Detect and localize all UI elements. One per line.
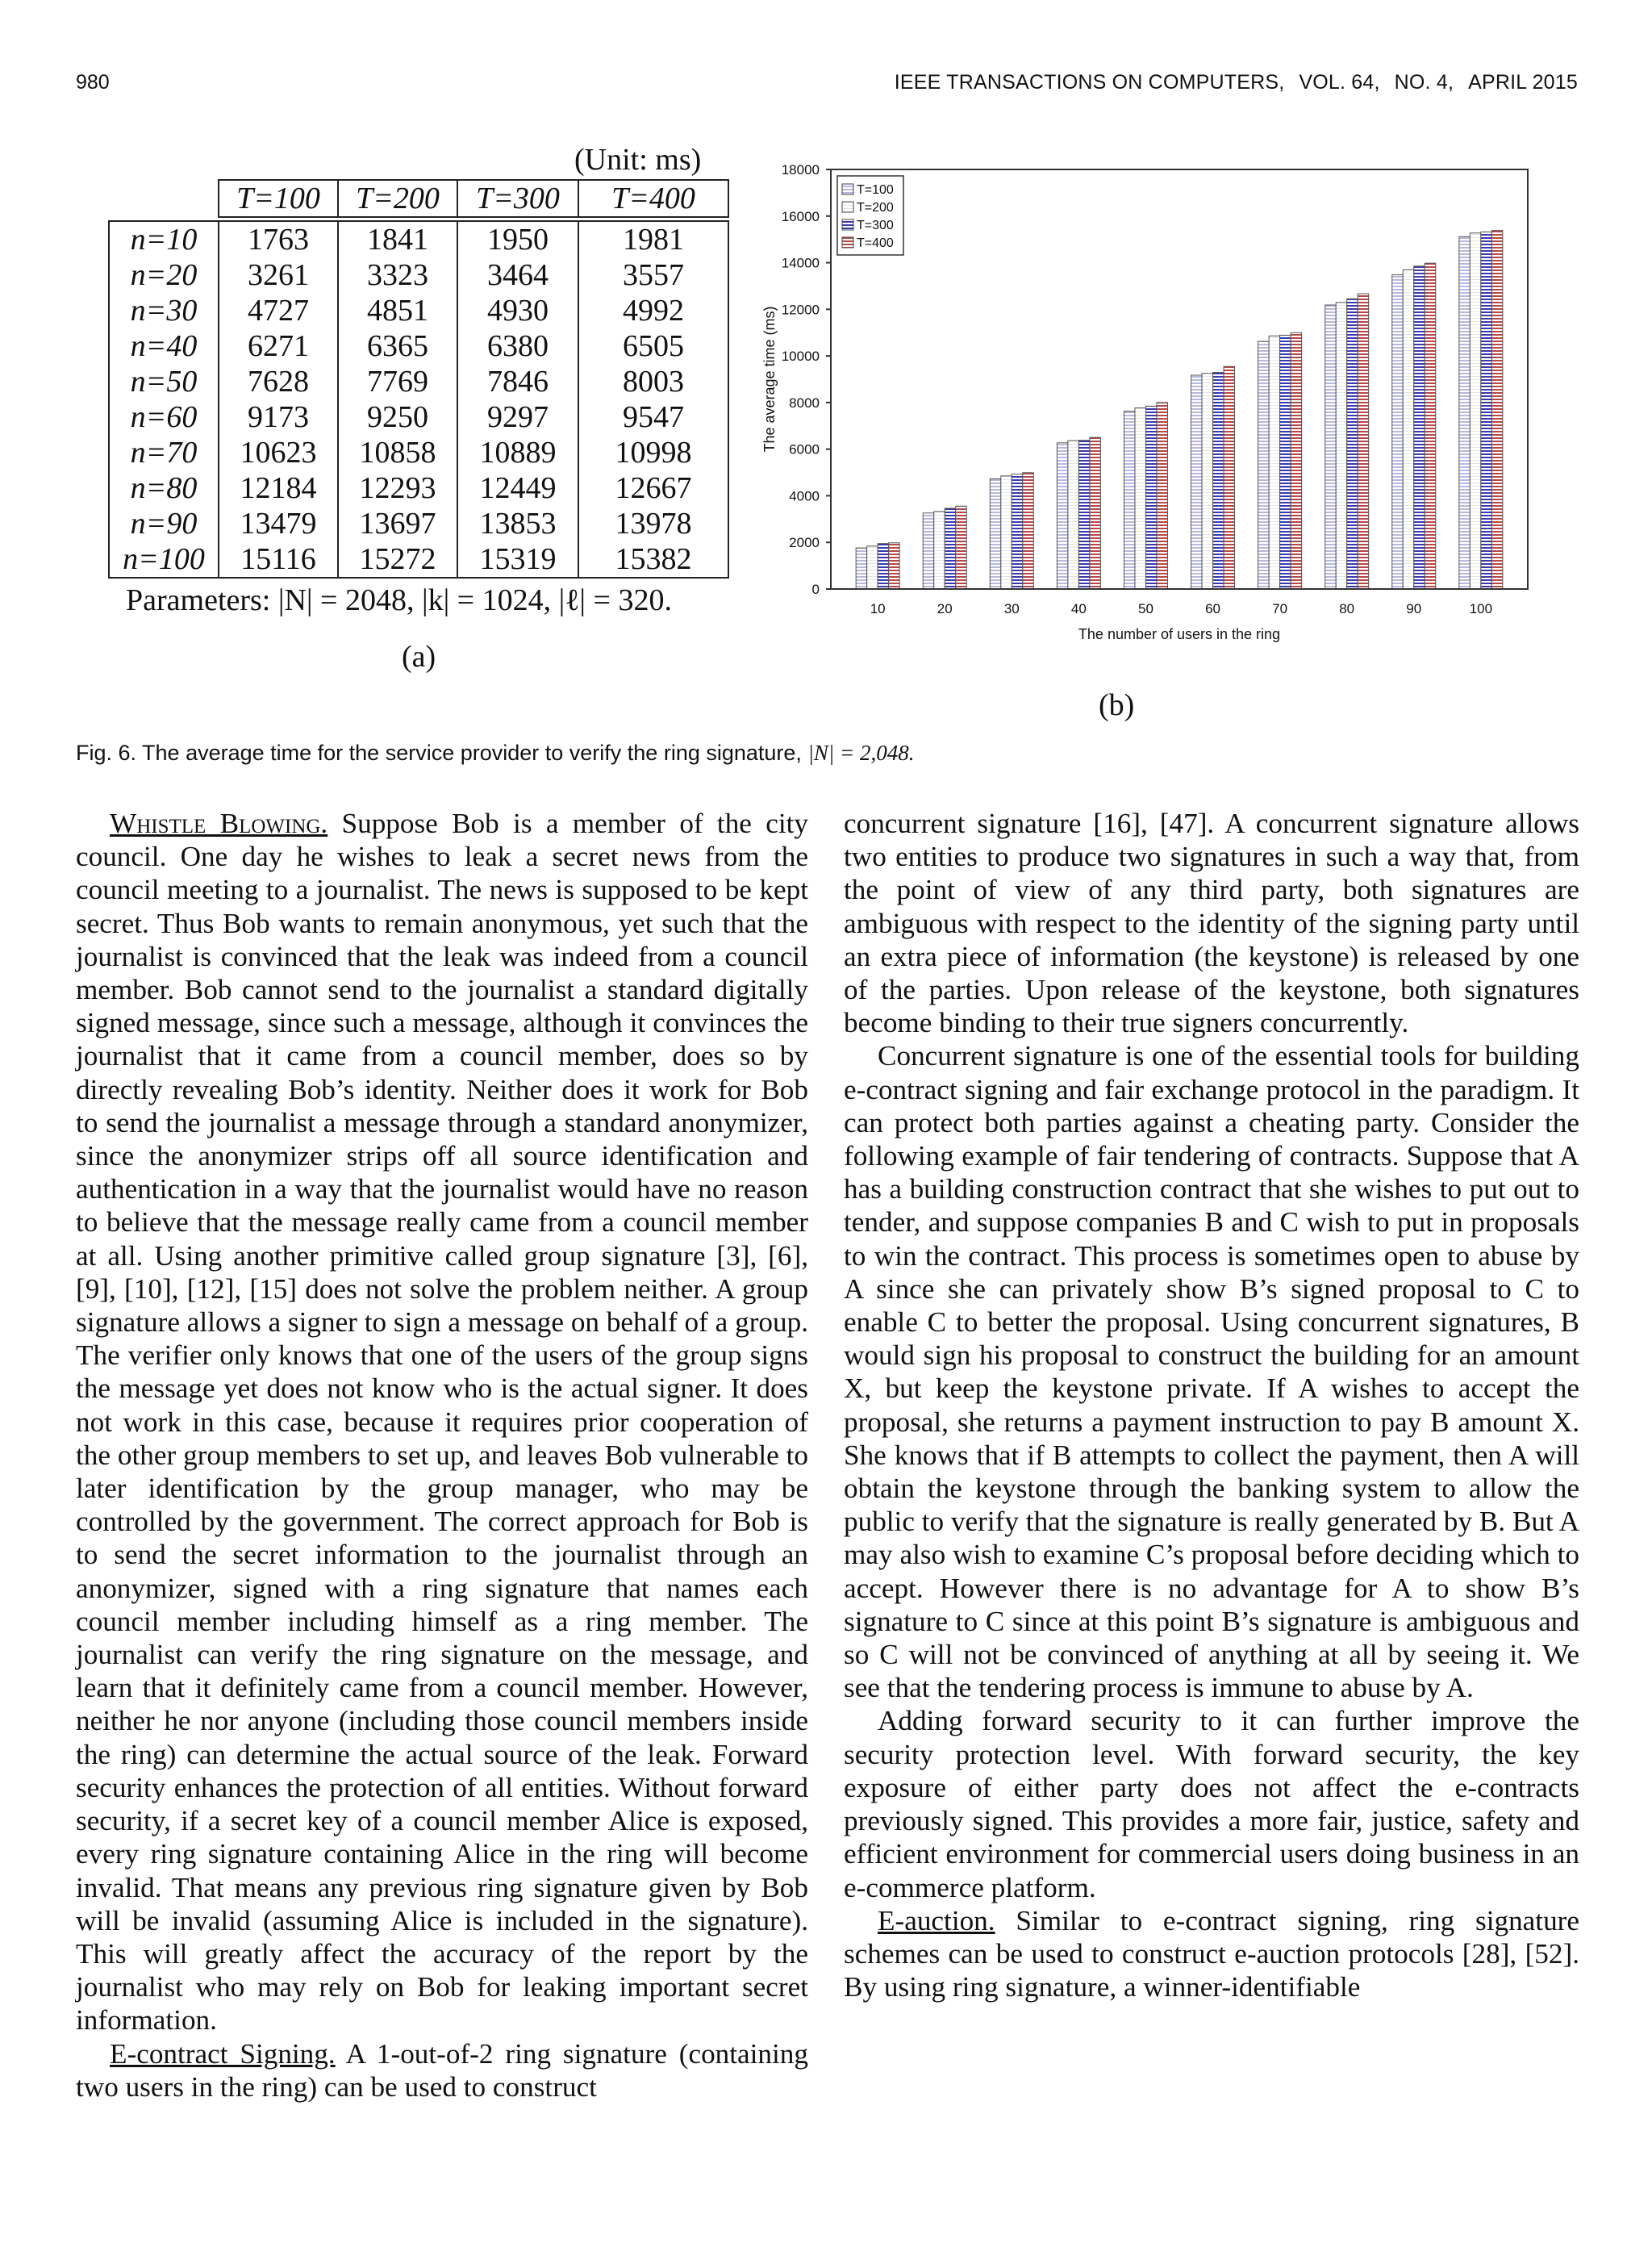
bar-t400-n10 bbox=[889, 543, 900, 589]
table-cell: 3323 bbox=[338, 257, 457, 293]
table-row bbox=[109, 364, 728, 399]
table-row-header: n=100 bbox=[109, 541, 219, 578]
paragraph-text: Suppose Bob is a member of the city council. One day he wishes to leak a secret news from the council meeting to a journalist. The news is supposed to be kept secret. Thus Bob wants to remain anonymous, yet such that the journalist is convinced that the leak was indeed from a council member. Bob cannot send to the journalist a standard digitally signed message, since such a message, although it convinces the journalist that it came from a council member, does so by directly revealing Bob’s identity. Neither does it work for Bob to send the journalist a message through a standard anonymizer, since the anonymizer strips off all source identification and authentication in a way that the journalist would have no reason to believe that the message really came from a council member at all. Using another primitive called group signature [3], [6], [9], [10], [12], [15] does not solve the problem neither. A group signature allows a signer to sign a message on behalf of a group. The verifier only knows that one of the users of the group signs the message yet does not know who is the actual signer. It does not work in this case, because it requires prior cooperation of the other group members to set up, and leaves Bob vulnerable to later identification by the group manager, who may be controlled by the government. The correct approach for Bob is to send the secret information to the journalist through an anonymizer, signed with a ring signature that names each council member including himself as a ring member. The journalist can verify the ring signature on the message, and learn that it definitely came from a council member. However, neither he nor anyone (including those council members inside the ring) can determine the actual source of the leak. Forward security enhances the protection of all entities. Without forward security, if a secret key of a council member Alice is exposed, every ring signature containing Alice in the ring will become invalid. That means any previous ring signature given by Bob will be invalid (assuming Alice is included in the signature). This will greatly affect the accuracy of the report by the journalist who may rely on Bob for leaking important secret information. bbox=[76, 808, 808, 2037]
journal-volume: VOL. 64, bbox=[1299, 71, 1380, 94]
running-header bbox=[76, 71, 1578, 103]
legend-label: T=300 bbox=[857, 219, 894, 232]
table-cell: 1981 bbox=[578, 221, 728, 257]
table-cell: 4727 bbox=[219, 293, 338, 328]
bar-t100-n60 bbox=[1191, 375, 1203, 589]
table-cell: 4992 bbox=[578, 293, 728, 328]
table-row-header: n=60 bbox=[109, 399, 219, 435]
y-tick-label: 6000 bbox=[789, 441, 820, 457]
legend-label: T=400 bbox=[857, 236, 894, 250]
bar-t400-n20 bbox=[956, 506, 967, 589]
bar-t400-n90 bbox=[1425, 263, 1436, 589]
bar-t100-n90 bbox=[1392, 275, 1404, 589]
table-row-header: n=20 bbox=[109, 257, 219, 293]
table-cell: 9547 bbox=[578, 399, 728, 435]
x-tick-label: 90 bbox=[1406, 601, 1422, 616]
table-cell: 3557 bbox=[578, 257, 728, 293]
table-cell: 1950 bbox=[457, 221, 578, 257]
bar-t100-n70 bbox=[1258, 341, 1270, 589]
journal-info bbox=[895, 71, 1578, 94]
bar-t400-n60 bbox=[1224, 366, 1235, 589]
table-row bbox=[109, 328, 728, 364]
bar-chart bbox=[742, 153, 1549, 686]
legend-label: T=100 bbox=[857, 183, 894, 197]
x-axis-label: The number of users in the ring bbox=[1078, 626, 1281, 642]
table-row-header: n=10 bbox=[109, 221, 219, 257]
bar-t400-n30 bbox=[1023, 473, 1034, 589]
bar-t100-n100 bbox=[1459, 236, 1471, 589]
bar-t100-n10 bbox=[856, 548, 867, 589]
bar-t300-n80 bbox=[1347, 299, 1358, 589]
table-row bbox=[109, 435, 728, 470]
y-tick-label: 8000 bbox=[789, 395, 820, 411]
bar-t300-n30 bbox=[1012, 474, 1023, 589]
legend bbox=[837, 176, 903, 255]
table-cell: 8003 bbox=[578, 364, 728, 399]
table-row bbox=[109, 293, 728, 328]
bar-t100-n30 bbox=[990, 478, 1001, 589]
bar-t400-n100 bbox=[1491, 231, 1503, 589]
journal-number: NO. 4, bbox=[1394, 71, 1454, 94]
table-row-header: n=30 bbox=[109, 293, 219, 328]
x-tick-label: 100 bbox=[1469, 601, 1493, 616]
table-cell: 9250 bbox=[338, 399, 457, 435]
table-cell: 13479 bbox=[219, 506, 338, 541]
bar-t100-n50 bbox=[1124, 412, 1135, 589]
journal-name: IEEE TRANSACTIONS ON COMPUTERS, bbox=[894, 71, 1285, 94]
paragraph-econtract bbox=[76, 2037, 808, 2104]
table-cell: 4930 bbox=[457, 293, 578, 328]
table-cell: 10858 bbox=[338, 435, 457, 470]
table-cell: 6380 bbox=[457, 328, 578, 364]
page-number: 980 bbox=[76, 71, 110, 94]
y-tick-label: 0 bbox=[811, 582, 820, 597]
table-col-header bbox=[219, 180, 338, 217]
bar-t200-n100 bbox=[1470, 233, 1481, 589]
bar-t300-n70 bbox=[1280, 335, 1291, 589]
x-tick-label: 30 bbox=[1003, 601, 1020, 616]
bar-t300-n10 bbox=[878, 544, 889, 589]
bar-t400-n50 bbox=[1157, 403, 1168, 589]
table-cell: 4851 bbox=[338, 293, 457, 328]
y-tick-label: 2000 bbox=[789, 535, 820, 551]
paragraph-text: A 1-out-of-2 ring signature (containing two users in the ring) can be used to construct bbox=[76, 2037, 808, 2103]
table-row bbox=[109, 470, 728, 506]
table-cell: 13697 bbox=[338, 506, 457, 541]
table-row-header: n=70 bbox=[109, 435, 219, 470]
table-parameters: Parameters: |N| = 2048, |k| = 1024, |ℓ| = 320. bbox=[126, 583, 672, 617]
table-cell: 12449 bbox=[457, 470, 578, 506]
y-axis bbox=[782, 162, 831, 597]
col-header-text: T=100 bbox=[236, 182, 320, 215]
bar-t200-n70 bbox=[1269, 336, 1280, 589]
table-cell: 13978 bbox=[578, 506, 728, 541]
table-row-header: n=50 bbox=[109, 364, 219, 399]
table-col-header bbox=[338, 180, 457, 217]
table-col-header bbox=[578, 180, 728, 217]
bar-t400-n70 bbox=[1291, 332, 1302, 589]
paragraph-eauction bbox=[844, 1904, 1579, 2004]
paragraph-forward-security: Adding forward security to it can further improve the security protection level. With forward security, the key exposure of either party does not affect the e-contracts previously signed. This provides a more fair, justice, safety and efficient environment for commercial users doing business in an e-commerce platform. bbox=[844, 1705, 1579, 1903]
table-cell: 12184 bbox=[219, 470, 338, 506]
table-cell: 12293 bbox=[338, 470, 457, 506]
paragraph-concurrent-signature: concurrent signature [16], [47]. A concurrent signature allows two entities to produce two signatures in such a way that, from the point of view of any third party, both signatures are ambiguous with respect to the identity of the signing party until an extra piece of information (the keystone) is released by one of the parties. Upon release of the keystone, both signatures become binding to their true signers concurrently. bbox=[844, 808, 1579, 1039]
paragraph-whistle-blowing bbox=[76, 807, 808, 2037]
table-cell: 3261 bbox=[219, 257, 338, 293]
caption-math: |N| = 2,048. bbox=[807, 741, 915, 765]
bar-t300-n20 bbox=[945, 508, 956, 589]
table-corner bbox=[109, 180, 219, 217]
legend-swatch bbox=[842, 237, 853, 248]
subfigure-label-a: (a) bbox=[402, 640, 436, 674]
bar-t300-n50 bbox=[1145, 406, 1157, 589]
table-cell: 9173 bbox=[219, 399, 338, 435]
timing-table bbox=[108, 179, 729, 579]
table-cell: 6505 bbox=[578, 328, 728, 364]
bar-t200-n60 bbox=[1202, 374, 1213, 589]
x-tick-label: 70 bbox=[1272, 601, 1288, 616]
table-unit: (Unit: ms) bbox=[574, 143, 702, 177]
bar-t200-n30 bbox=[1001, 476, 1012, 589]
col-header-text: T=200 bbox=[356, 182, 440, 215]
table-cell: 10623 bbox=[219, 435, 338, 470]
table-cell: 12667 bbox=[578, 470, 728, 506]
table-cell: 1841 bbox=[338, 221, 457, 257]
figure-caption bbox=[76, 741, 915, 766]
y-tick-label: 18000 bbox=[781, 162, 820, 178]
subfigure-label-b: (b) bbox=[1099, 688, 1135, 722]
y-tick-label: 10000 bbox=[781, 349, 820, 365]
table-body bbox=[109, 217, 728, 578]
legend-swatch bbox=[842, 219, 853, 230]
bar-t200-n90 bbox=[1403, 269, 1414, 589]
legend-label: T=200 bbox=[857, 201, 894, 215]
x-tick-label: 10 bbox=[870, 601, 886, 616]
bar-t300-n60 bbox=[1213, 372, 1224, 589]
y-tick-label: 12000 bbox=[781, 302, 820, 318]
caption-text: Fig. 6. The average time for the service provider to verify the ring signature, bbox=[76, 741, 808, 765]
bar-t100-n40 bbox=[1057, 443, 1068, 589]
table-cell: 15382 bbox=[578, 541, 728, 578]
table-row bbox=[109, 221, 728, 257]
table-cell: 9297 bbox=[457, 399, 578, 435]
section-heading: Whistle Blowing. bbox=[110, 808, 328, 839]
table-cell: 15272 bbox=[338, 541, 457, 578]
bar-t200-n80 bbox=[1336, 303, 1347, 589]
table-row bbox=[109, 541, 728, 578]
bar-t100-n20 bbox=[923, 513, 934, 589]
bar-t300-n100 bbox=[1481, 232, 1492, 589]
table-cell: 6271 bbox=[219, 328, 338, 364]
table-row-header: n=90 bbox=[109, 506, 219, 541]
x-tick-label: 60 bbox=[1205, 601, 1220, 616]
table-cell: 10998 bbox=[578, 435, 728, 470]
bar-group bbox=[856, 231, 1503, 589]
col-header-text: T=400 bbox=[611, 182, 695, 215]
section-heading: E-auction. bbox=[878, 1904, 995, 1936]
section-heading: E-contract Signing. bbox=[110, 2037, 336, 2070]
table-row bbox=[109, 257, 728, 293]
bar-t300-n90 bbox=[1414, 266, 1425, 589]
legend-swatch bbox=[842, 202, 853, 212]
bar-t400-n40 bbox=[1090, 437, 1101, 589]
table-cell: 13853 bbox=[457, 506, 578, 541]
y-axis-label: The average time (ms) bbox=[761, 306, 778, 453]
table-cell: 6365 bbox=[338, 328, 457, 364]
table-cell: 7846 bbox=[457, 364, 578, 399]
table-cell: 15116 bbox=[219, 541, 338, 578]
table-cell: 3464 bbox=[457, 257, 578, 293]
y-tick-label: 14000 bbox=[781, 255, 820, 271]
bar-t400-n80 bbox=[1358, 294, 1369, 589]
col-header-text: T=300 bbox=[476, 182, 560, 215]
y-tick-label: 4000 bbox=[789, 488, 820, 504]
y-tick-label: 16000 bbox=[781, 208, 820, 224]
x-tick-label: 40 bbox=[1070, 601, 1087, 616]
table-header-row bbox=[109, 180, 728, 217]
x-axis bbox=[870, 601, 1492, 616]
x-tick-label: 50 bbox=[1138, 601, 1153, 616]
paragraph-tendering: Concurrent signature is one of the essential tools for building e-contract signing and fair exchange protocol in the paradigm. It can protect both parties against a cheating party. Consider the following example of fair tendering of contracts. Suppose that A has a building construction contract that she wishes to put out to tender, and suppose companies B and C wish to put in proposals to win the contract. This process is sometimes open to abuse by A since she can privately show B’s signed proposal to C to enable C to better the proposal. Using concurrent signatures, B would sign his proposal to construct the building for an amount X, but keep the keystone private. If A wishes to accept the proposal, she returns a payment instruction to pay B amount X. She knows that if B attempts to collect the payment, then A will obtain the keystone through the banking system to allow the public to verify that the signature is really generated by B. But A may also wish to examine C’s proposal before deciding which to accept. However there is no advantage for A to show B’s signature to C since at this point B’s signature is ambiguous and so C will not be convinced of anything at all by seeing it. We see that the tendering process is immune to abuse by A. bbox=[844, 1040, 1579, 1704]
left-column bbox=[76, 807, 808, 2104]
table-col-header bbox=[457, 180, 578, 217]
bar-t100-n80 bbox=[1325, 305, 1337, 589]
table-cell: 10889 bbox=[457, 435, 578, 470]
bar-t300-n40 bbox=[1078, 441, 1090, 589]
journal-date: APRIL 2015 bbox=[1468, 71, 1578, 94]
right-column bbox=[844, 807, 1579, 2003]
table-row bbox=[109, 399, 728, 435]
paragraph-text: Similar to e-contract signing, ring signature schemes can be used to construct e-auction protocols [28], [52]. By using ring signature, a winner-identifiable bbox=[844, 1904, 1579, 2003]
table-cell: 15319 bbox=[457, 541, 578, 578]
bar-t200-n10 bbox=[867, 546, 878, 589]
x-tick-label: 80 bbox=[1339, 601, 1355, 616]
x-tick-label: 20 bbox=[937, 601, 953, 616]
bar-t200-n50 bbox=[1135, 408, 1146, 589]
legend-swatch bbox=[842, 184, 853, 194]
table-row-header: n=80 bbox=[109, 470, 219, 506]
table-row-header: n=40 bbox=[109, 328, 219, 364]
table-cell: 7769 bbox=[338, 364, 457, 399]
table-cell: 1763 bbox=[219, 221, 338, 257]
bar-t200-n40 bbox=[1068, 441, 1079, 589]
table-row bbox=[109, 506, 728, 541]
table-cell: 7628 bbox=[219, 364, 338, 399]
bar-t200-n20 bbox=[934, 512, 945, 589]
